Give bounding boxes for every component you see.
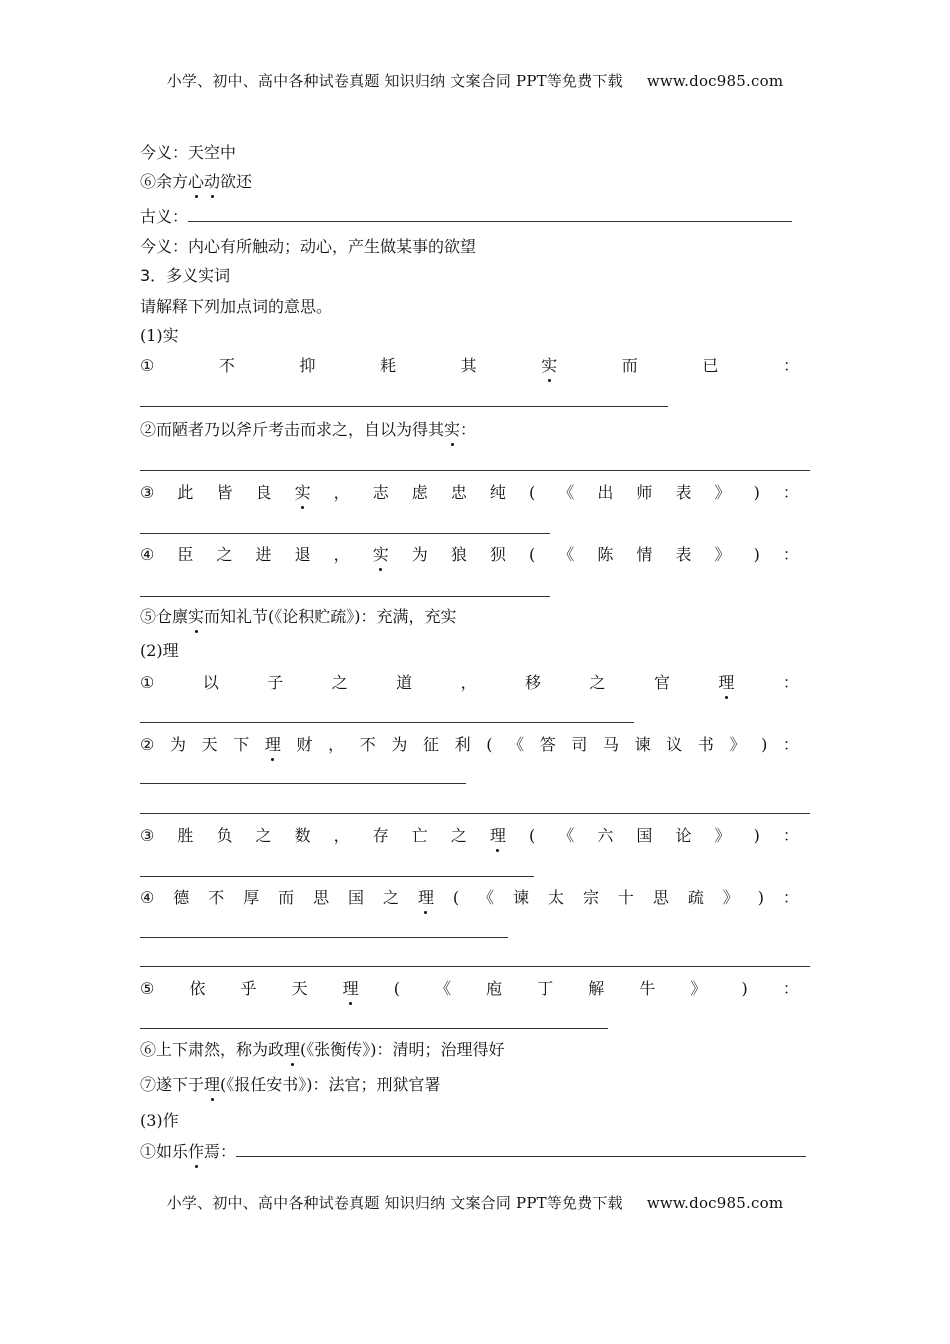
char: ， xyxy=(333,826,350,845)
guyi-label: 古义： xyxy=(140,207,189,226)
char: 而 xyxy=(278,888,295,907)
char: ) xyxy=(741,979,748,998)
char: 数 xyxy=(294,826,311,845)
jinyi-line-2: 今义：内心有所触动；动心，产生做某事的欲望 xyxy=(140,237,477,256)
char: 进 xyxy=(255,545,272,564)
char: 情 xyxy=(636,545,653,564)
char: 解 xyxy=(588,979,605,998)
char: 》 xyxy=(690,979,707,998)
char: 负 xyxy=(216,826,233,845)
dotted-char: 实 xyxy=(444,420,461,439)
char: ： xyxy=(782,483,799,502)
header-site: www.doc985.com xyxy=(646,72,784,90)
char: 胜 xyxy=(177,826,194,845)
char: ， xyxy=(333,483,350,502)
section3-instruction: 请解释下列加点词的意思。 xyxy=(140,297,333,316)
char: ② xyxy=(140,735,155,754)
char: 狈 xyxy=(489,545,506,564)
footer-text: 小学、初中、高中各种试卷真题 知识归纳 文案合同 PPT等免费下载 xyxy=(166,1194,623,1212)
char: 皆 xyxy=(216,483,233,502)
char: 为 xyxy=(411,545,428,564)
char: 书 xyxy=(697,735,714,754)
char: 思 xyxy=(313,888,330,907)
char: 厚 xyxy=(243,888,260,907)
shi-s1-blank[interactable] xyxy=(140,406,668,407)
char: 纯 xyxy=(489,483,506,502)
char: 马 xyxy=(602,735,619,754)
char: 陈 xyxy=(597,545,614,564)
page-header xyxy=(0,70,950,91)
shi-s3 xyxy=(140,483,799,503)
guyi-line xyxy=(140,207,792,227)
shi-s2-blank[interactable] xyxy=(140,470,810,471)
li-s5 xyxy=(140,979,799,999)
item6-pre: ⑥余方 xyxy=(140,172,189,191)
shi-s4 xyxy=(140,545,799,565)
shi-s1 xyxy=(140,356,799,376)
char: 道 xyxy=(396,673,413,692)
char: ②而陋者乃以斧斤考击而求之，自以为得其 xyxy=(140,420,445,439)
item6-dotted-2: 动 xyxy=(204,172,221,191)
char: 思 xyxy=(652,888,669,907)
char: 谏 xyxy=(634,735,651,754)
char: 疏 xyxy=(687,888,704,907)
li-s2-blank-1[interactable] xyxy=(140,783,466,784)
char: 太 xyxy=(548,888,565,907)
dotted-char: 实 xyxy=(294,483,311,502)
char: ( xyxy=(452,888,460,907)
char: ： xyxy=(782,673,799,692)
char: 《 xyxy=(558,826,575,845)
li-s4 xyxy=(140,888,799,908)
char: ( xyxy=(486,735,493,754)
char: 庖 xyxy=(486,979,503,998)
char: 焉： xyxy=(204,1142,237,1161)
li-s3-blank[interactable] xyxy=(140,876,534,877)
li-s3 xyxy=(140,826,799,846)
char: 之 xyxy=(216,545,233,564)
char: ( xyxy=(528,483,536,502)
char: 谏 xyxy=(513,888,530,907)
dotted-char: 理 xyxy=(718,673,735,692)
char: ， xyxy=(460,673,477,692)
char: ， xyxy=(333,545,350,564)
li-s5-blank[interactable] xyxy=(140,1028,608,1029)
char: (《张衡传》)：清明；治理得好 xyxy=(300,1040,505,1059)
char: 国 xyxy=(348,888,365,907)
header-text: 小学、初中、高中各种试卷真题 知识归纳 文案合同 PPT等免费下载 xyxy=(166,72,623,90)
char: ⑤ xyxy=(140,979,155,998)
dotted-char: 理 xyxy=(204,1075,221,1094)
char: 为 xyxy=(169,735,186,754)
char: 乎 xyxy=(240,979,257,998)
char: ： xyxy=(782,735,799,754)
zuo-heading: (3)作 xyxy=(140,1111,179,1130)
shi-s3-blank[interactable] xyxy=(140,533,550,534)
dotted-char: 作 xyxy=(188,1142,205,1161)
char: 》 xyxy=(729,735,746,754)
char: 论 xyxy=(675,826,692,845)
char: 之 xyxy=(589,673,606,692)
dotted-char: 理 xyxy=(284,1040,301,1059)
char: 表 xyxy=(675,545,692,564)
char: 司 xyxy=(571,735,588,754)
char: ③ xyxy=(140,483,155,502)
section3-title: 3．多义实词 xyxy=(140,266,231,285)
zuo-s1-blank[interactable] xyxy=(236,1142,806,1157)
char: 不 xyxy=(218,356,235,375)
char: 抑 xyxy=(299,356,316,375)
char: 此 xyxy=(177,483,194,502)
char: 良 xyxy=(255,483,272,502)
char: 《 xyxy=(558,483,575,502)
char: 为 xyxy=(391,735,408,754)
char: 《 xyxy=(558,545,575,564)
char: ① xyxy=(140,673,155,692)
char: ① xyxy=(140,356,155,375)
footer-site: www.doc985.com xyxy=(646,1194,784,1212)
shi-s4-blank[interactable] xyxy=(140,596,550,597)
char: 财 xyxy=(296,735,313,754)
char: 《 xyxy=(508,735,525,754)
char: 六 xyxy=(597,826,614,845)
char: 而知礼节(《论积贮疏》)：充满，充实 xyxy=(204,607,457,626)
char: 其 xyxy=(460,356,477,375)
guyi-blank[interactable] xyxy=(188,207,792,222)
li-s2 xyxy=(140,735,799,755)
char: ) xyxy=(757,888,764,907)
char: ( xyxy=(393,979,400,998)
dotted-char: 理 xyxy=(489,826,506,845)
char: 之 xyxy=(331,673,348,692)
li-s7 xyxy=(140,1075,441,1095)
jinyi-line-1: 今义：天空中 xyxy=(140,143,237,162)
char: 而 xyxy=(621,356,638,375)
char: 虑 xyxy=(411,483,428,502)
char: 已 xyxy=(702,356,719,375)
char: 官 xyxy=(653,673,670,692)
char: 《 xyxy=(435,979,452,998)
char: ： xyxy=(782,545,799,564)
li-s1 xyxy=(140,673,799,693)
char: 征 xyxy=(422,735,439,754)
char: 》 xyxy=(722,888,739,907)
li-s2-blank-2[interactable] xyxy=(140,813,810,814)
char: 出 xyxy=(597,483,614,502)
char: ⑤仓廪 xyxy=(140,607,189,626)
char: 忠 xyxy=(450,483,467,502)
char: ⑥上下肃然，称为政 xyxy=(140,1040,285,1059)
char: 天 xyxy=(201,735,218,754)
li-s4-blank-2[interactable] xyxy=(140,966,810,967)
char: 耗 xyxy=(380,356,397,375)
char: ⑦遂下于 xyxy=(140,1075,205,1094)
char: 议 xyxy=(666,735,683,754)
char: 子 xyxy=(267,673,284,692)
char: ( xyxy=(528,545,536,564)
li-s1-blank[interactable] xyxy=(140,722,634,723)
char: 以 xyxy=(202,673,219,692)
dotted-char: 实 xyxy=(188,607,205,626)
char: 退 xyxy=(294,545,311,564)
char: 师 xyxy=(636,483,653,502)
char: 之 xyxy=(383,888,400,907)
char: 利 xyxy=(454,735,471,754)
char: ③ xyxy=(140,826,155,845)
char: 答 xyxy=(539,735,556,754)
item6-dotted-1: 心 xyxy=(188,172,205,191)
char: 表 xyxy=(675,483,692,502)
char: 移 xyxy=(525,673,542,692)
char: 亡 xyxy=(411,826,428,845)
shi-heading: (1)实 xyxy=(140,326,179,345)
char: 狼 xyxy=(450,545,467,564)
char: 之 xyxy=(255,826,272,845)
char: 德 xyxy=(173,888,190,907)
char: ： xyxy=(460,420,477,439)
char: 宗 xyxy=(582,888,599,907)
char: 丁 xyxy=(537,979,554,998)
item6-line xyxy=(140,172,252,192)
char: ： xyxy=(782,826,799,845)
char: ) xyxy=(761,735,768,754)
page-footer xyxy=(0,1192,950,1213)
char: ) xyxy=(753,483,760,502)
char: 不 xyxy=(359,735,376,754)
li-s4-blank-1[interactable] xyxy=(140,937,508,938)
char: 志 xyxy=(372,483,389,502)
shi-s2 xyxy=(140,420,476,440)
char: 》 xyxy=(714,483,731,502)
char: 牛 xyxy=(639,979,656,998)
char: 不 xyxy=(208,888,225,907)
char: ： xyxy=(782,356,799,375)
char: ， xyxy=(328,735,345,754)
char: 之 xyxy=(450,826,467,845)
char: ①如乐 xyxy=(140,1142,189,1161)
li-heading: (2)理 xyxy=(140,641,179,660)
char: (《报任安书》)：法官；刑狱官署 xyxy=(220,1075,441,1094)
char: ： xyxy=(782,979,799,998)
char: 国 xyxy=(636,826,653,845)
shi-s5 xyxy=(140,607,457,627)
char: ④ xyxy=(140,888,155,907)
char: 》 xyxy=(714,545,731,564)
dotted-char: 实 xyxy=(541,356,558,375)
char: ( xyxy=(528,826,536,845)
char: ④ xyxy=(140,545,155,564)
dotted-char: 实 xyxy=(372,545,389,564)
char: 存 xyxy=(372,826,389,845)
char: 下 xyxy=(233,735,250,754)
zuo-s1 xyxy=(140,1142,806,1162)
char: 依 xyxy=(189,979,206,998)
char: 《 xyxy=(478,888,495,907)
dotted-char: 理 xyxy=(342,979,359,998)
char: 十 xyxy=(617,888,634,907)
char: 》 xyxy=(714,826,731,845)
char: 臣 xyxy=(177,545,194,564)
char: 天 xyxy=(291,979,308,998)
li-s6 xyxy=(140,1040,505,1060)
item6-post: 欲还 xyxy=(220,172,253,191)
dotted-char: 理 xyxy=(417,888,434,907)
dotted-char: 理 xyxy=(264,735,281,754)
char: ) xyxy=(753,545,760,564)
char: ) xyxy=(753,826,760,845)
char: ： xyxy=(782,888,799,907)
